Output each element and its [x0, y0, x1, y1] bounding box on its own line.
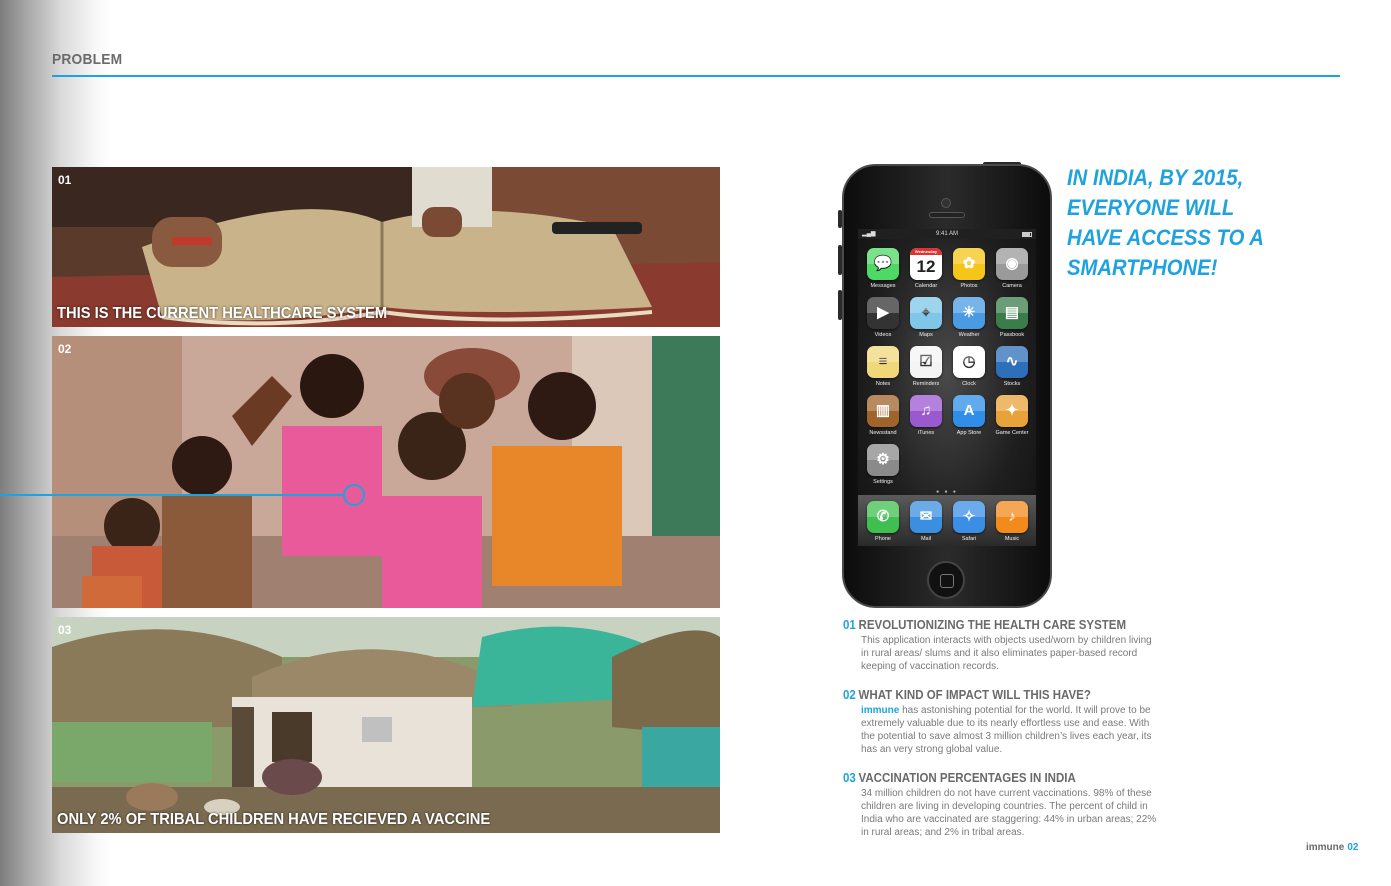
- section-revolutionizing: [843, 618, 1173, 673]
- section-title: VACCINATION PERCENTAGES IN INDIA: [858, 771, 1076, 785]
- signal-icon: ▂▄▆: [862, 231, 876, 237]
- app-label: Weather: [958, 332, 980, 338]
- messages-icon: 💬: [867, 248, 899, 280]
- section-title: WHAT KIND OF IMPACT WILL THIS HAVE?: [858, 688, 1091, 702]
- dock-app-safari[interactable]: [951, 501, 987, 542]
- dock-app-phone[interactable]: [865, 501, 901, 542]
- game-center-icon: ✦: [996, 395, 1028, 427]
- app-messages[interactable]: [865, 248, 901, 289]
- music-icon: ♪: [996, 501, 1028, 533]
- battery-icon: [1022, 232, 1032, 237]
- headline-line: IN INDIA, BY 2015,: [1067, 165, 1244, 190]
- app-label: iTunes: [917, 430, 935, 436]
- app-game-center[interactable]: [994, 395, 1030, 436]
- calendar-weekday: Wednesday: [910, 248, 942, 255]
- app-calendar[interactable]: [908, 248, 944, 289]
- headline: [1067, 163, 1288, 283]
- settings-icon: ⚙: [867, 444, 899, 476]
- app-label: Settings: [873, 479, 893, 485]
- app-label: App Store: [956, 430, 982, 436]
- newsstand-icon: ▥: [867, 395, 899, 427]
- app-dock: [858, 495, 1036, 546]
- reminders-icon: ☑: [910, 346, 942, 378]
- brand-name: immune: [861, 705, 900, 716]
- app-camera[interactable]: [994, 248, 1030, 289]
- children-illustration: [52, 336, 720, 608]
- footer-brand: immune: [1306, 842, 1345, 853]
- section-vaccination: [843, 771, 1173, 839]
- app-label: Maps: [919, 332, 933, 338]
- clock-icon: ◷: [953, 346, 985, 378]
- app-label: Messages: [870, 283, 896, 289]
- page-title: PROBLEM: [52, 51, 123, 68]
- photo-number: 01: [58, 173, 72, 187]
- calendar-day: 12: [916, 257, 936, 276]
- stocks-icon: ∿: [996, 346, 1028, 378]
- section-number: 03: [843, 771, 856, 785]
- app-stocks[interactable]: [994, 346, 1030, 387]
- photo-caption: ONLY 2% OF TRIBAL CHILDREN HAVE RECIEVED A VACCINE: [57, 811, 491, 828]
- phone-icon: ✆: [867, 501, 899, 533]
- app-label: Videos: [874, 332, 892, 338]
- section-body: 34 million children do not have current vaccinations. 98% of these children are living in developing countries. The percent of child in India who are vaccinated are staggering: 44% in urban areas; 22% in rural areas; and 2% in tribal areas.: [861, 788, 1157, 838]
- app-label: Photos: [960, 283, 978, 289]
- safari-icon: ✧: [953, 501, 985, 533]
- page-number: 02: [1347, 842, 1359, 853]
- header-divider: [52, 75, 1340, 77]
- dock-app-mail[interactable]: [908, 501, 944, 542]
- connector-line: [0, 494, 345, 496]
- section-heading: [843, 688, 1147, 702]
- section-body: This application interacts with objects used/worn by children living in rural areas/ slums and it also eliminates paper-based record keeping of vaccination records.: [861, 635, 1152, 672]
- app-label: Stocks: [1003, 381, 1021, 387]
- status-bar: [858, 229, 1036, 239]
- app-label: Safari: [961, 536, 977, 542]
- notes-icon: ≡: [867, 346, 899, 378]
- app-label: Phone: [875, 536, 891, 542]
- app-label: Reminders: [912, 381, 940, 387]
- headline-line: SMARTPHONE!: [1067, 255, 1218, 280]
- photo-huts: [52, 617, 720, 833]
- section-body-text: has astonishing potential for the world. It will prove to be extremely valuable due to its nearly effortless use and ease. With the potential to save almost 3 million children’s lives each year, its has an very strong global value.: [861, 705, 1152, 755]
- huts-illustration: [52, 617, 720, 833]
- calendar-icon: [910, 248, 942, 280]
- app-store-icon: A: [953, 395, 985, 427]
- phone-screen: [858, 229, 1036, 546]
- app-newsstand[interactable]: [865, 395, 901, 436]
- headline-line: HAVE ACCESS TO A: [1067, 225, 1264, 250]
- app-label: Calendar: [914, 283, 938, 289]
- app-videos[interactable]: [865, 297, 901, 338]
- videos-icon: ▶: [867, 297, 899, 329]
- photo-ledger: [52, 167, 720, 327]
- section-body: [861, 704, 1161, 756]
- app-maps[interactable]: [908, 297, 944, 338]
- ledger-illustration: [52, 167, 720, 327]
- app-itunes[interactable]: [908, 395, 944, 436]
- photo-caption: THIS IS THE CURRENT HEALTHCARE SYSTEM: [57, 305, 388, 322]
- dock-app-music[interactable]: [994, 501, 1030, 542]
- camera-icon: ◉: [996, 248, 1028, 280]
- app-clock[interactable]: [951, 346, 987, 387]
- section-heading: [843, 771, 1147, 785]
- app-passbook[interactable]: [994, 297, 1030, 338]
- phone-speaker: [929, 212, 965, 218]
- app-settings[interactable]: [865, 444, 901, 485]
- photo-children: [52, 336, 720, 608]
- page-footer: [1306, 842, 1358, 853]
- app-app-store[interactable]: [951, 395, 987, 436]
- photo-number: 02: [58, 342, 72, 356]
- page-dots: ● ● ●: [936, 489, 958, 495]
- app-label: Newsstand: [869, 430, 897, 436]
- itunes-icon: ♫: [910, 395, 942, 427]
- section-impact: [843, 688, 1173, 756]
- app-photos[interactable]: [951, 248, 987, 289]
- maps-icon: ⌖: [910, 297, 942, 329]
- app-weather[interactable]: [951, 297, 987, 338]
- app-label: Music: [1004, 536, 1020, 542]
- app-label: Passbook: [999, 332, 1025, 338]
- section-number: 01: [843, 618, 856, 632]
- mail-icon: ✉: [910, 501, 942, 533]
- section-heading: [843, 618, 1147, 632]
- app-label: Notes: [875, 381, 891, 387]
- section-title: REVOLUTIONIZING THE HEALTH CARE SYSTEM: [858, 618, 1127, 632]
- photo-number: 03: [58, 623, 72, 637]
- app-label: Mail: [920, 536, 932, 542]
- phone-camera: [941, 198, 951, 208]
- section-number: 02: [843, 688, 856, 702]
- connector-dot: [343, 484, 365, 506]
- app-reminders[interactable]: [908, 346, 944, 387]
- app-label: Camera: [1002, 283, 1022, 289]
- phone-home-button: [927, 561, 965, 599]
- photos-icon: ✿: [953, 248, 985, 280]
- app-label: Clock: [962, 381, 976, 387]
- status-time: 9:41 AM: [935, 231, 958, 237]
- weather-icon: ☀: [953, 297, 985, 329]
- app-notes[interactable]: [865, 346, 901, 387]
- app-label: Game Center: [995, 430, 1029, 436]
- passbook-icon: ▤: [996, 297, 1028, 329]
- headline-line: EVERYONE WILL: [1067, 195, 1235, 220]
